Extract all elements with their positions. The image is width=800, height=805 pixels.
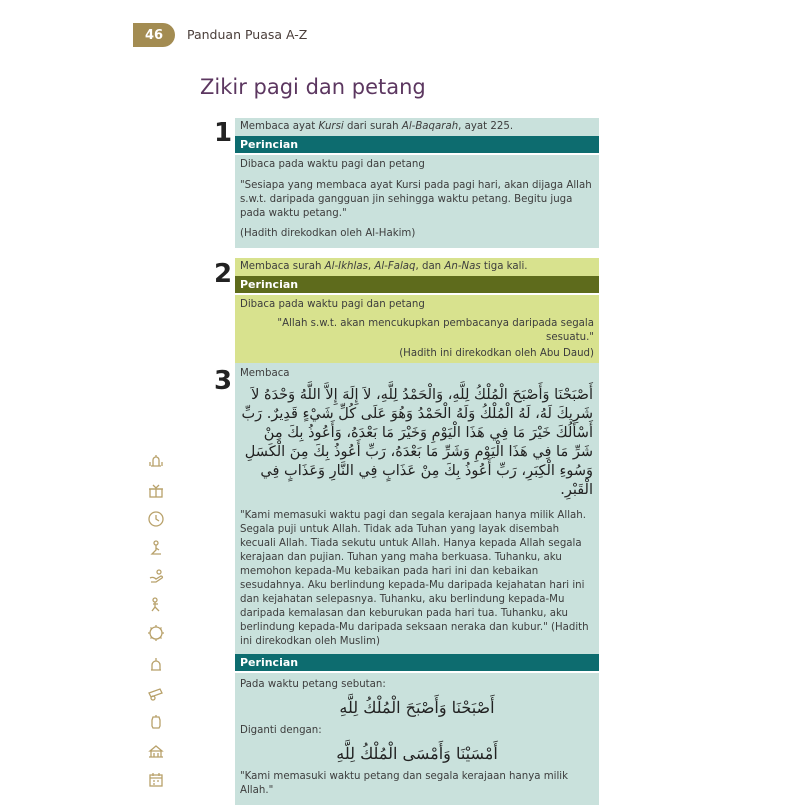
replaced-label: Diganti dengan: [240, 725, 322, 736]
evening-label: Pada waktu petang sebutan: [240, 679, 386, 690]
lantern-icon [145, 714, 167, 730]
item-box-3 [235, 363, 599, 805]
evening-translation: "Kami memasuki waktu petang dan segala kerajaan hanya milik Allah." [240, 771, 569, 796]
calendar-icon [145, 772, 167, 788]
kneeling-person-icon [145, 540, 167, 556]
item-number-1: 1 [214, 118, 233, 148]
item-number-2: 2 [214, 259, 233, 289]
cannon-icon [145, 685, 167, 701]
detail-source: (Hadith direkodkan oleh Al-Hakim) [240, 228, 416, 239]
item-box-1 [235, 118, 599, 248]
detail-header: Perincian [235, 276, 599, 293]
instruction: Membaca surah Al-Ikhlas, Al-Falaq, dan An-Nas tiga kali. [235, 258, 599, 276]
building-icon [145, 743, 167, 759]
instruction: Membaca ayat Kursi dari surah Al-Baqarah, ayat 225. [235, 118, 599, 136]
detail-quote: "Sesiapa yang membaca ayat Kursi pada pagi hari, akan dijaga Allah s.w.t. daripada gangguan jin sehingga waktu petang. Begitu juga pada waktu petang." [240, 180, 592, 219]
gift-icon [145, 483, 167, 499]
detail-time: Dibaca pada waktu pagi dan petang [240, 159, 425, 170]
arabic-dua: أَصْبَحْنَا وَأَصْبَحَ الْمُلْكُ لِلَّهِ، وَالْحَمْدُ لِلَّهِ، لاَ إِلَهَ إِلاَّ اللَّهُ وَحْدَهُ لاَ شَرِيكَ لَهُ، لَهُ الْمُلْكُ وَلَهُ الْحَمْدُ وَهُوَ عَلَى كُلِّ شَيْءٍ قَدِيرٌ. رَبِّ أَسْأَلُكَ خَيْرَ مَا فِي هَذَا الْيَوْمِ وَخَيْرَ مَا بَعْدَهُ، وَأَعُوذُ بِكَ مِنْ شَرِّ مَا فِي هَذَا الْيَوْمِ وَشَرِّ مَا بَعْدَهُ، رَبِّ أَعُوذُ بِكَ مِنَ الْكَسَلِ وَسُوءِ الْكِبَرِ، رَبِّ أَعُوذُ بِكَ مِنْ عَذَابٍ فِي النَّارِ وَعَذَابٍ فِي الْقَبْرِ. [241, 387, 593, 498]
page-number: 46 [133, 23, 175, 47]
intro-text: Membaca [240, 368, 290, 379]
detail-time: Dibaca pada waktu pagi dan petang [240, 299, 425, 310]
arabic-morning-phrase: أَصْبَحْنَا وَأَصْبَحَ الْمُلْكُ لِلَّهِ [339, 698, 495, 717]
item-number-3: 3 [214, 366, 233, 396]
clock-icon [145, 511, 167, 527]
translation: "Kami memasuki waktu pagi dan segala kerajaan hanya milik Allah. Segala puji untuk Allah. Tidak ada Tuhan yang layak disembah kecuali Allah. Tiada sekutu untuk Allah. Hanya kepada Allah segala kerajaan dan pujian. Tuhan yang maha berkuasa. Tuhanku, aku memohon kepada-Mu kebaikan pada hari ini dan kebaikan sesudahnya. Aku berlindung kepada-Mu daripada kejahatan hari ini dan kejahatan selepasnya. Tuhanku, aku berlindung kepada-Mu daripada kemalasan dan keburukan pada hari tua. Tuhanku, aku berlindung kepada-Mu daripada seksaan neraka dan kubur." (Hadith ini direkodkan oleh Muslim) [240, 510, 589, 647]
praying-person-icon [145, 597, 167, 613]
mosque-hands-icon [145, 452, 167, 468]
badge-icon [145, 625, 167, 641]
mosque-icon [145, 656, 167, 672]
running-header: Panduan Puasa A-Z [187, 27, 308, 42]
detail-quote: "Allah s.w.t. akan mencukupkan pembacanya daripada segala sesuatu." [277, 318, 594, 343]
detail-header: Perincian [235, 654, 599, 671]
item-box-2 [235, 258, 599, 365]
arabic-evening-phrase: أَمْسَيْنَا وَأَمْسَى الْمُلْكُ لِلَّهِ [336, 744, 498, 763]
detail-header: Perincian [235, 136, 599, 153]
section-title: Zikir pagi dan petang [200, 75, 426, 99]
detail-source: (Hadith ini direkodkan oleh Abu Daud) [399, 348, 594, 359]
hand-icon [145, 568, 167, 584]
